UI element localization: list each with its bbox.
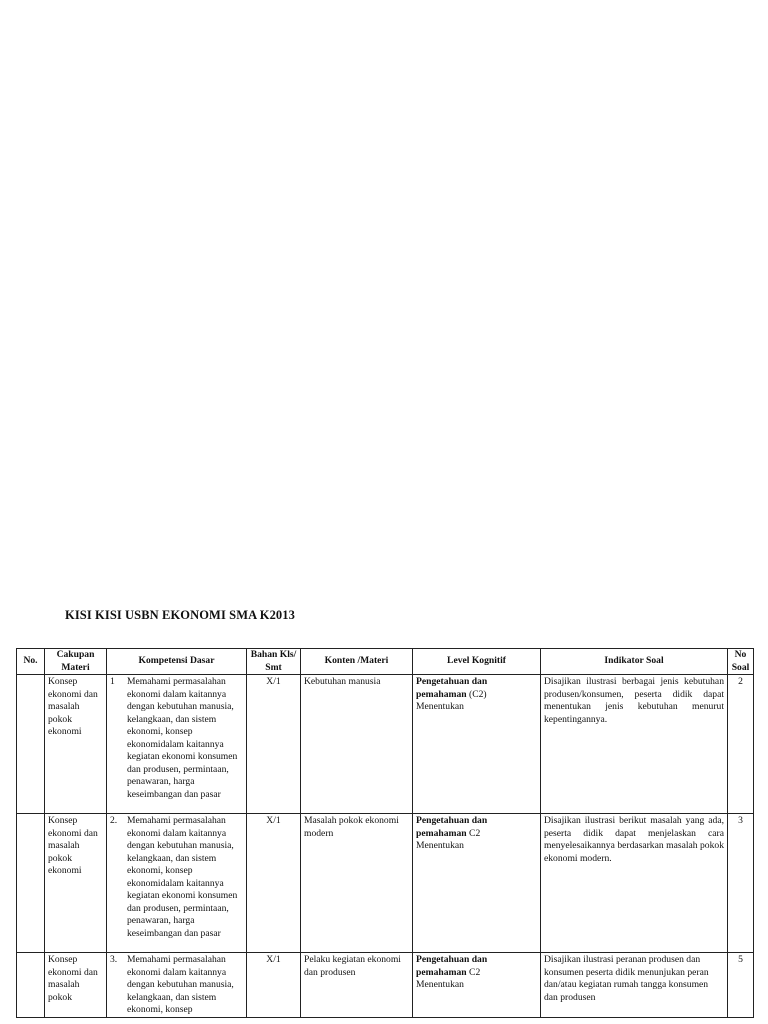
cell-no-soal: 5 bbox=[728, 953, 754, 1018]
cell-konten-materi: Pelaku kegiatan ekonomi dan produsen bbox=[301, 953, 413, 1018]
level-code: (C2) bbox=[466, 688, 487, 700]
cell-cakupan-materi bbox=[45, 953, 107, 1018]
cell-cakupan-materi: Konsep ekonomi dan masalah pokok ekonomi bbox=[45, 675, 107, 814]
cell-kompetensi-dasar bbox=[107, 953, 247, 1018]
level-verb: Menentukan bbox=[416, 840, 464, 851]
table-row bbox=[17, 953, 754, 1018]
kd-text: Memahami permasalahan ekonomi dalam kaitannya dengan kebutuhan manusia, kelangkaan, dan sistem ekonomi, konsep ekonomidalam kaitannya kegiatan ekonomi konsumen dan produsen, permintaan, penawaran, harga keseimbangan dan pasar bbox=[127, 676, 238, 800]
header-bahan: Bahan Kls/ Smt bbox=[247, 649, 301, 675]
level-label: Pengetahuan dan pemahaman bbox=[416, 815, 488, 839]
cell-indikator-soal: Disajikan ilustrasi berikut masalah yang ada, peserta didik dapat menjelaskan cara menyelesaikannya berdasarkan masalah pokok ekonomi modern. bbox=[541, 814, 728, 953]
cell-no bbox=[17, 814, 45, 953]
cell-bahan: X/1 bbox=[247, 675, 301, 814]
table-row bbox=[17, 675, 754, 814]
cell-no bbox=[17, 675, 45, 814]
cell-no-soal: 3 bbox=[728, 814, 754, 953]
table-header-row bbox=[17, 649, 754, 675]
level-verb: Menentukan bbox=[416, 701, 464, 712]
cell-level-kognitif bbox=[413, 814, 541, 953]
header-kompetensi-dasar: Kompetensi Dasar bbox=[107, 649, 247, 675]
cell-level-kognitif bbox=[413, 675, 541, 814]
kd-text: Memahami permasalahan ekonomi dalam kaitannya dengan kebutuhan manusia, kelangkaan, dan sistem ekonomi, konsep bbox=[127, 954, 234, 1015]
header-no: No. bbox=[17, 649, 45, 675]
level-label: Pengetahuan dan pemahaman bbox=[416, 954, 488, 978]
level-verb: Menentukan bbox=[416, 979, 464, 990]
cell-no bbox=[17, 953, 45, 1018]
level-code: C2 bbox=[466, 827, 481, 839]
kd-number: 2. bbox=[110, 815, 118, 826]
header-konten-materi: Konten /Materi bbox=[301, 649, 413, 675]
cell-kompetensi-dasar bbox=[107, 675, 247, 814]
header-level-kognitif: Level Kognitif bbox=[413, 649, 541, 675]
kd-number: 3. bbox=[110, 954, 118, 965]
cell-no-soal: 2 bbox=[728, 675, 754, 814]
cell-indikator-soal: Disajikan ilustrasi berbagai jenis kebutuhan produsen/konsumen, peserta didik dapat menentukan jenis kebutuhan menurut kepentingannya. bbox=[541, 675, 728, 814]
cell-kompetensi-dasar bbox=[107, 814, 247, 953]
cell-indikator-soal bbox=[541, 953, 728, 1018]
cakupan-text: Konsep ekonomi dan masalah pokok bbox=[48, 954, 98, 1003]
header-indikator-soal: Indikator Soal bbox=[541, 649, 728, 675]
table-row bbox=[17, 814, 754, 953]
kisi-table bbox=[16, 648, 754, 1018]
cell-level-kognitif bbox=[413, 953, 541, 1018]
header-no-soal: No Soal bbox=[728, 649, 754, 675]
cell-konten-materi: Masalah pokok ekonomi modern bbox=[301, 814, 413, 953]
kd-number: 1 bbox=[110, 676, 115, 687]
level-code: C2 bbox=[466, 966, 481, 978]
cell-konten-materi: Kebutuhan manusia bbox=[301, 675, 413, 814]
cell-bahan: X/1 bbox=[247, 814, 301, 953]
kd-text: Memahami permasalahan ekonomi dalam kaitannya dengan kebutuhan manusia, kelangkaan, dan sistem ekonomi, konsep ekonomidalam kaitannya kegiatan ekonomi konsumen dan produsen, permintaan, penawaran, harga keseimbangan dan pasar bbox=[127, 815, 238, 939]
header-cakupan-materi: Cakupan Materi bbox=[45, 649, 107, 675]
cell-cakupan-materi: Konsep ekonomi dan masalah pokok ekonomi bbox=[45, 814, 107, 953]
document-title: KISI KISI USBN EKONOMI SMA K2013 bbox=[65, 608, 295, 622]
cell-bahan: X/1 bbox=[247, 953, 301, 1018]
indikator-text: Disajikan ilustrasi peranan produsen dan konsumen peserta didik menunjukan peran dan/atau kegiatan rumah tangga konsumen dan produsen bbox=[544, 954, 709, 1003]
level-label: Pengetahuan dan pemahaman bbox=[416, 676, 488, 700]
